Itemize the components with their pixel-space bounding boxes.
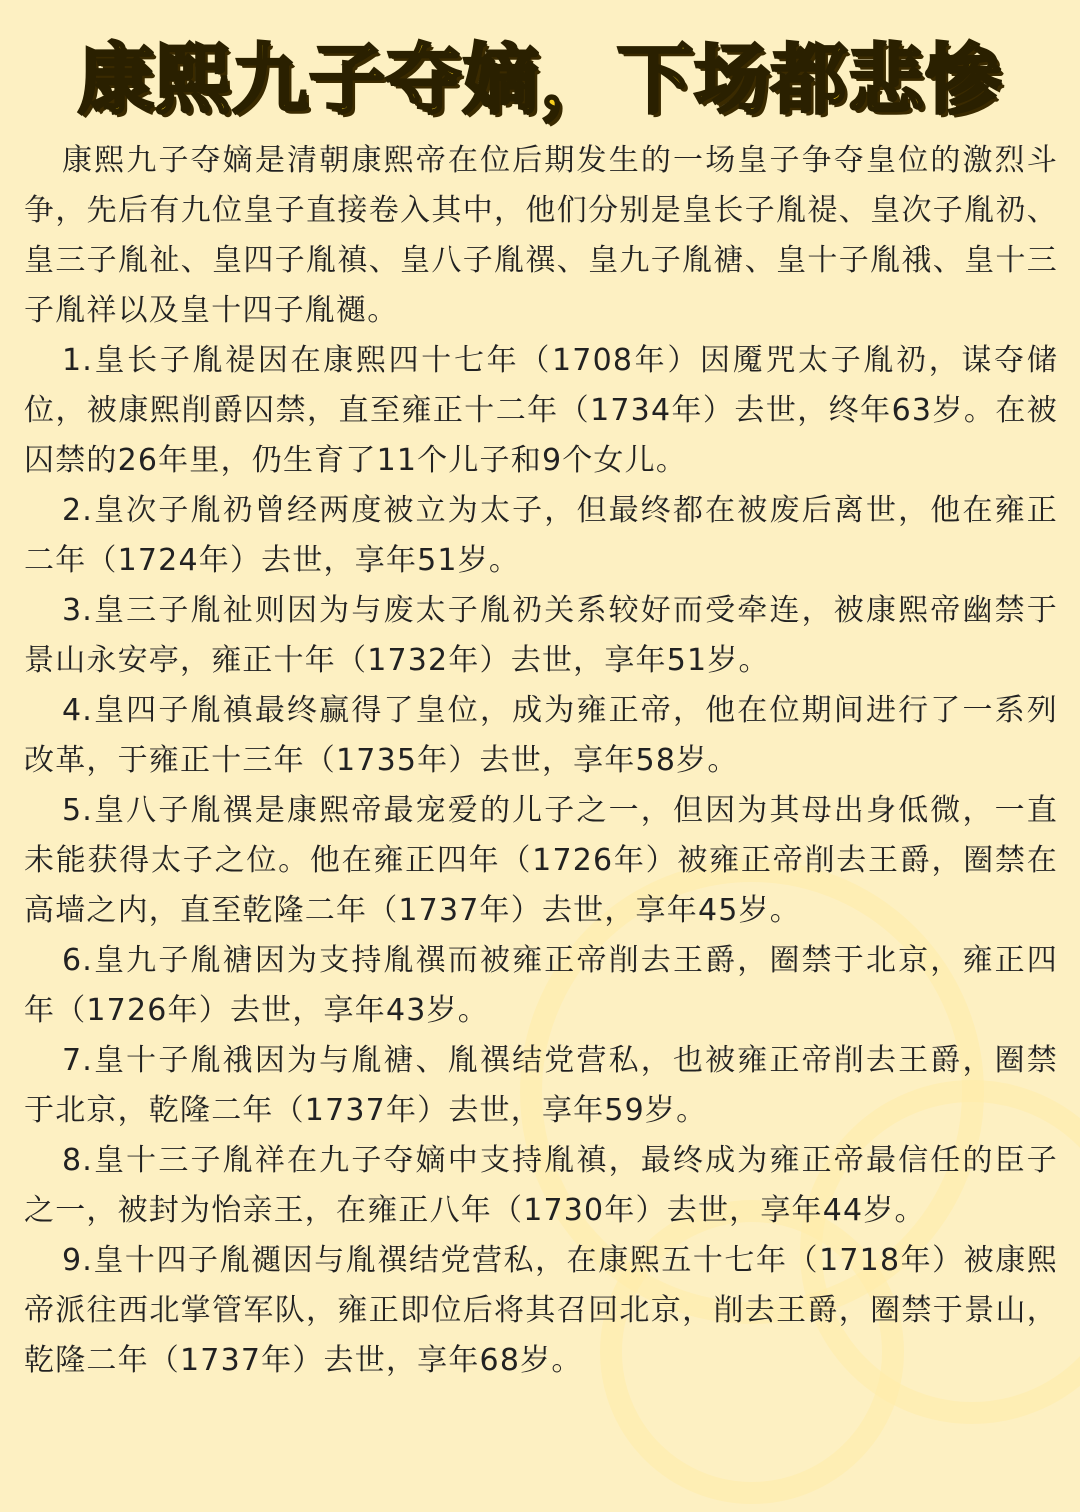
item-paragraph-9: 9.皇十四子胤禵因与胤禩结党营私，在康熙五十七年（1718年）被康熙帝派往西北掌管军队，雍正即位后将其召回北京，削去王爵，圈禁于景山，乾隆二年（1737年）去世，享年68岁。 [24,1243,1058,1378]
item-paragraph-3: 3.皇三子胤祉则因为与废太子胤礽关系较好而受牵连，被康熙帝幽禁于景山永安亭，雍正十年（1732年）去世，享年51岁。 [24,593,1058,678]
page-title: 康熙九子夺嫡，下场都悲惨 [78,35,1002,124]
item-paragraph-1: 1.皇长子胤禔因在康熙四十七年（1708年）因魇咒太子胤礽，谋夺储位，被康熙削爵囚禁，直至雍正十二年（1734年）去世，终年63岁。在被囚禁的26年里，仍生育了11个儿子和9个女儿。 [24,343,1058,478]
item-paragraph-2: 2.皇次子胤礽曾经两度被立为太子，但最终都在被废后离世，他在雍正二年（1724年）去世，享年51岁。 [24,493,1058,578]
item-paragraph-6: 6.皇九子胤禟因为支持胤禩而被雍正帝削去王爵，圈禁于北京，雍正四年（1726年）去世，享年43岁。 [24,943,1058,1028]
intro-paragraph: 康熙九子夺嫡是清朝康熙帝在位后期发生的一场皇子争夺皇位的激烈斗争，先后有九位皇子直接卷入其中，他们分别是皇长子胤禔、皇次子胤礽、皇三子胤祉、皇四子胤禛、皇八子胤禩、皇九子胤禟、皇十子胤䄉、皇十三子胤祥以及皇十四子胤禵。 [24,143,1058,328]
item-paragraph-5: 5.皇八子胤禩是康熙帝最宠爱的儿子之一，但因为其母出身低微，一直未能获得太子之位。他在雍正四年（1726年）被雍正帝削去王爵，圈禁在高墙之内，直至乾隆二年（1737年）去世，享年45岁。 [24,793,1058,928]
item-paragraph-8: 8.皇十三子胤祥在九子夺嫡中支持胤禛，最终成为雍正帝最信任的臣子之一，被封为怡亲王，在雍正八年（1730年）去世，享年44岁。 [24,1143,1058,1228]
article-body [24,136,1058,1386]
item-paragraph-4: 4.皇四子胤禛最终赢得了皇位，成为雍正帝，他在位期间进行了一系列改革，于雍正十三年（1735年）去世，享年58岁。 [24,693,1058,778]
item-paragraph-7: 7.皇十子胤䄉因为与胤禟、胤禩结党营私，也被雍正帝削去王爵，圈禁于北京，乾隆二年（1737年）去世，享年59岁。 [24,1043,1058,1128]
